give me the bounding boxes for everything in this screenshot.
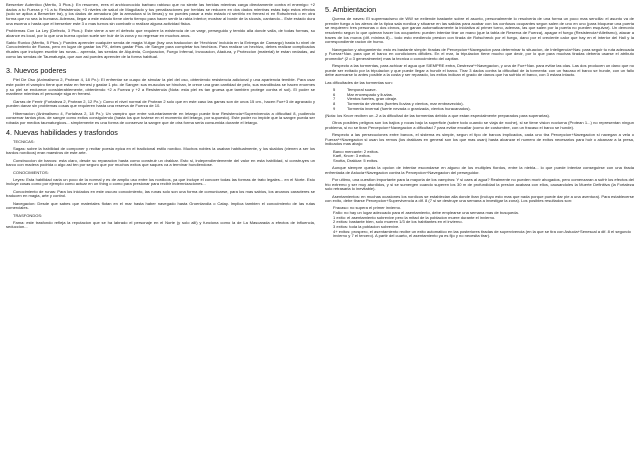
conocimiento-runas-paragraph: Conocimiento de runas: Para los iniciados en este oscuro conocimiento, las runas solo son una forma de comunicarse, para los mas sabios, los arcanos caracteres se traducen en magia, arte y control.: [6, 188, 315, 199]
dificultades-intro: Las dificultades de las tormentas son:: [325, 79, 393, 85]
problemas-ley-paragraph: Problemas Con La Ley (Defecto, 3 Ptos.): Este viene a ser el defecto que requiere la existencia de un vargr, perseguido y temido alla donde valla, de todas formas, su alcance es local, por lo que una buena opcion suele ser huir de la zona y no regresar en muchos anos.: [6, 27, 315, 38]
list-item: 8 Tormenta de vientos (fuertes lluvias y vientos, mar embravecido).: [333, 100, 464, 106]
navegacion-paragraph: Navegacion: Desde que sabes que materiales flotan en el mar hasta haber navegado hasta Groenlandia o Catay. Implica tambien el conocimiento de las rutas comerciales.: [6, 200, 315, 211]
list-item: 6 Mar encrespado y lluvias.: [333, 91, 393, 97]
tecnicas-label: TECNICAS:: [13, 138, 35, 144]
list-item: 7 Vientos fuertes, gran oleaje.: [333, 96, 398, 102]
section-heading-ambientacion: 5. Ambientacion: [325, 5, 377, 14]
list-item: 2 exitos: bastante bien, solo mueren 1/3 de los habitantes en el invierno.: [333, 219, 463, 225]
list-item: Fallo: no hay un lugar adecuado para el asentamiento, debe emplearse una semana mas de busqueda.: [333, 210, 519, 216]
section-heading-nuevos-poderes: 3. Nuevos poderes: [6, 66, 67, 76]
ships-list: [325, 150, 634, 164]
list-item: Snotta, Drakkar: 5 exitos.: [333, 157, 379, 163]
construccion-barcos-paragraph: Construccion de barcos: esta claro, desde su reparacion hasta como construir un drakkar. Esto si, independientemente del valor en esta habilidad, si construyes un barco con madera podrida o algo asi ten por seguro que por muchos exitos que saques va a terminar hundiendose.: [6, 157, 315, 168]
sagas-paragraph: Sagas: sobre la habilidad de componer y recitar poesia epica en el tradicional estilo nordico. Muchos nobles la usaban habitualmente, y los skaldos (vienen a ser los bardos nordicos) eran maestros de este arte.: [6, 145, 315, 156]
persecuciones-paragraph: Respecto a las persecuciones entre barcos, el sistema es simple, segun el tipo de barcos implicados, cada uno tira Percepcion+Navegacion si navegan a vela o Fuerza*+Navegacion si usan los remos (los drakkars en general son los que mas usan) hasta alcanzar el numero de exitos necesarios para huir o alcanzar a la presa, indicados mas abajo:: [325, 131, 634, 147]
outcomes-list: [325, 206, 634, 239]
left-column: [6, 3, 315, 449]
tormentas-paragraph: Respecto a las tormentas, para achicar el agua que SIEMPRE entra, Destreza*+Navegacion, y una de Fue+Nav. para evitar las olas. Las dos producen un dano que no puede ser evitado por la tripulacion y que puede llegar a hundir el barco. Tirar 3 dados contra la dificultad de la tormenta: con un fracaso el barco se hunde, con un fallo debe acercarse lo antes posible a la costa y ser reparado, los exitos indican el grado de danos que ha sufrido el barco, con 3 estara intacto.: [325, 63, 634, 78]
caer-agua-paragraph: Por ultimo, una cuestion importante para la mayoria de los vampiros: Y si caes al agua? Realmente no pueden morir ahogados, pero comenzaran a sufrir los efectos del frio extremo y ser muy aturdidos, y si se sumergen cuando superen los 30 m de profundidad la presion acabara con ellos, causandoles la Muerte Definitiva (la Fortaleza solo retrasaria lo inevitable).: [325, 176, 634, 192]
list-item: 4+ exitos: prospero, el asentamiento recibe un exito automatico en las posteriores tiradas de supervivencia (en la que se tira con Astucia+Senescal a dif. 8 el segundo invierno y 7 el tercero). A partir del cuarto, el asentamiento ya es fijo y no necesita tirar).: [333, 228, 631, 239]
leyes-paragraph: Leyes: Esta habilidad varia un poco de la normal y es de amplio uso entre los nordicos, ya que incluye el conocer todas las formas de trato legales... en el Norte. Esto incluye cosas como por ejemplo como actuar en un thing o como para presionar para recibir indemnizaciones...: [6, 176, 315, 187]
piel-de-oso-paragraph: Piel De Oso (Animalismo 2, Protean 4, 18 Px.): El enfrentar se cuapo de simular la piel del oso, obteniendo resistencia adicional y una apariencia temible. Para usar este poder el vampiro tiene que estar en frenesi y gastar 1 pto. de Sangre: sus musculos se hinchan, le crece una gran cantidad de pelo, sus mandibulas se hacen enormes y su piel se endurece considerablemente, obteniendo +2 a Fuerza y +2 a Resistencia (Nota: esta piel es tan gruesa que tambien protege contra el sol). El poder se mantiene mientras el personaje siga en frenesi.: [6, 77, 315, 97]
conocimientos-label: CONOCIMIENTOS:: [13, 169, 49, 175]
list-item: 5 Temporal suave.: [333, 86, 377, 92]
right-column: [325, 3, 634, 449]
fama-paragraph: Fama: este trasfondo refleja la reputacion que se ha labrado el personaje en el Norte (y solo alli) y funciona como la de La Mascarada a efectos de influencia, seduccion...: [6, 219, 315, 230]
sabio-runico-paragraph: Sabio Runico (Merito, 5 Ptos.): Puedes aprender cualquier senda de magia Vulgar (hay una traduccion de 'Hechizos' incluida en la Entrega de Camargo) hasta tu nivel de Conocimiento de Runas, pero en lugar de gastar los PX, debes gastar Ptos. de Sangre para completar tus hechizos. Para realizar un hechizo, debes realizar complicados rituales que incluyen escribir las runas... aprenda, las sendas de Alquimia, Conjuracion, Fuego Infernal, Invocacion, Atadura, y Proteccion (material) te estan vedadas, asi como las sendas de Taumaturgia, que aun asi puedes aprender de la forma habitual.: [6, 39, 315, 59]
quema-naves-paragraph: Quema de naves: El supremacismo de WW se extiende bastante sobre el asunto, personalmente lo resolveria de una forma un poco mas sencilla: el asunto va de prender fuego a los aleros de la tipica sala nordica y situarse en las salidas para acabar con los confusos ocupantes segun salen de uno en uno (para bloquear una puerta se requieren: tres personas o dos cinnos, que ganan automaticamente la iniciativa al primer turno, ademas, las que salen por la puerta no pueden esquivar). Un demonio resolverlo segun lo que quieran hacer los ocupantes: pueden intentar tirar un mano (que la tabla de Reserva de Fuerza), apagar el fuego (Resistencia+Atletismo), atacar a traves de los muros (dif. minima 8)... todo esto mediendo presion con tirada de Rotschreck por el fuego, dano por el creciente calor que hay en el interior del Hall y la correspondiente racion de humo.: [325, 16, 634, 45]
list-item: Fracaso: no supera el primer invierno.: [333, 205, 402, 211]
trasfondos-label: TRASFONDOS:: [13, 212, 43, 218]
hibernacion-paragraph: Hibernacion (Animalismo 4, Fortaleza 2, 18 Px.): Un vampiro que entre voluntariamente en letargo puede tirar Resistencia+Supervivencia a dificultad 8, pudiendo conservar tantos ptos. de sangre como exitos consiguiendo (hasta los que tuviese en el momento del letargo, por supuesto). Este poder no impide que la sangre pueda ser robada por medios taumaturgicos... simplemente es una forma de conservar la sangre que de otra forma seria consumida durante el letargo.: [6, 110, 315, 125]
berserker-paragraph: Berserker Autentico (Merito, 3 Ptos.): En resumen, eres el archiconocido barbaro rabioso que no siente las heridas mientras carga directamente contra el enemigo: +2 dados a tu Fuerza y +1 a tu Resistencia; +3 niveles de salud de Magullado y tus penalizaciones por heridas se reducen en dos dados mientras estas bajo estos efectos (solo se aplica a Berserker ira), y los dados de armadura (de la armadura si la llevas) y no puedes pasar a esto estado ni sentirlo en frenesi ni en Rotschreck o en otra forma que no sea la humana. Ademas, llegar a este estado tiene cierto tiempo para hacer sentir la rabia interior; mostrar al borde de la sicosis, cantando... Este estado dura una escena o hasta que el berserker este 3 o mas turnos sin combatir o realizar alguna actividad fisica.: [6, 3, 315, 26]
list-item: Karfi, Knorr: 3 exitos.: [333, 153, 371, 159]
navegacion-ahogamiento-paragraph: Navegacion y ahogamiento: esto es bastante simple: tiradas de Percepcion+Navegacion para determinar tu situacion, de Inteligencia+Nav. para seguir tu ruta adecuada y Fuerza+Nav. para que el barco en condiciones dificiles. En el mar, la tripulacion tiene mucho que decir, por lo que para muchas tiradas deberia usarse el atributo promedio* (2 o 3 generalmente) mas la tecnica o conocimiento del capitan.: [325, 46, 634, 61]
storm-list: [325, 88, 634, 111]
knorr-note: (Nota: los Knorr reciben un -2 a la dificultad de las tormentas debido a que estan especialmente preparados para superarlas).: [325, 112, 550, 118]
asentamientos-paragraph: Asentamientos: en muchas ocasiones los nordicos se establecian alla donde iban (incluyo esto mas que nada porque puede dar pie a una aventura). Para establecerse con exito, debe tirarse Percepcion+Supervivencia a dif. 8 (7 si se destruye una semana a investigar la zona). Los posibles resultados son:: [325, 193, 634, 204]
section-heading-habilidades: 4. Nuevas habilidades y trasfondos: [6, 127, 118, 137]
peligros-paragraph: Otros posibles peligros son los bajios y rocas bajo la superficie (sobre todo cuando se viaja de noche), si se tiene vision nocturna (Protean 1...) no representan ningun problema, si no se tiran Percepcion+Navegacion a dificultad 7 para evitar encallar (como de costumbre, con un fracaso el barco se hunde).: [325, 120, 634, 130]
list-item: Barco mercante: 2 exitos.: [333, 148, 379, 154]
list-item: 1 exito: el asentamiento sobrevive pero la mitad de la poblacion muere durante el invierno.: [333, 214, 496, 220]
garras-fenrir-paragraph: Garras de Fenrir (Fortaleza 2, Protean 2, 12 Px.): Como el nivel normal de Protean 2 solo que en este caso las garras son de unos 15 cm., hacen Fue+3 de agravado y pueden danar sin problemas cosas que requieren hasta una reserva de Fuerza de 10.: [6, 98, 315, 109]
list-item: 9 Tormenta invernal (fuerte nevada o granizada, vientos huracanados).: [333, 105, 471, 111]
fiordos-paragraph: Aunque siempre queda la opcion de intentar escondarse en alguno de los multiples fiordos, entre la niebla... lo que puede intentar conseguirse con una tirada enfrentada de Astucia+Navegacion contra la Percepcion+Navegacion del perseguidor.: [325, 165, 634, 175]
list-item: 3 exitos: toda la poblacion sobrevive.: [333, 224, 400, 230]
